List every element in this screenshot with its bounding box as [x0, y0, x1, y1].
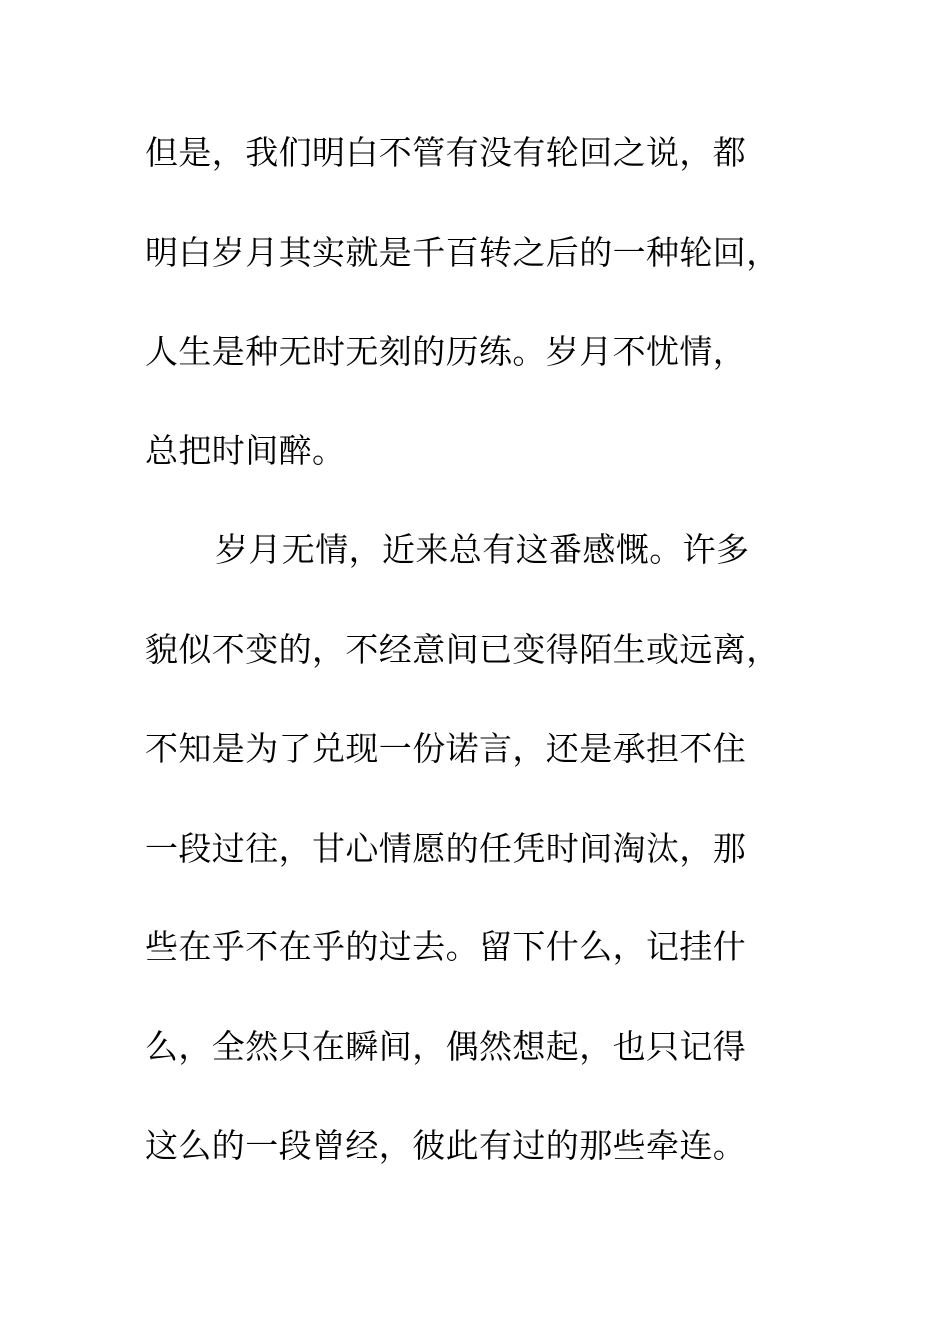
text-line: 人生是种无时无刻的历练。岁月不忧情，	[145, 332, 747, 371]
text-line: 不知是为了兑现一份诺言，还是承担不住	[145, 729, 747, 768]
text-line: 么，全然只在瞬间，偶然想起，也只记得	[145, 1027, 747, 1066]
text-line: 些在乎不在乎的过去。留下什么，记挂什	[145, 927, 747, 966]
text-line: 一段过往，甘心情愿的任凭时间淘汰，那	[145, 829, 747, 868]
text-line: 这么的一段曾经，彼此有过的那些牵连。	[145, 1126, 747, 1165]
text-line: 总把时间醉。	[145, 431, 346, 470]
text-line: 但是，我们明白不管有没有轮回之说，都	[145, 133, 747, 172]
text-line: 明白岁月其实就是千百转之后的一种轮回，	[145, 233, 780, 272]
text-line: 貌似不变的，不经意间已变得陌生或远离，	[145, 630, 780, 669]
text-line: 岁月无情，近来总有这番感慨。许多	[215, 530, 750, 569]
